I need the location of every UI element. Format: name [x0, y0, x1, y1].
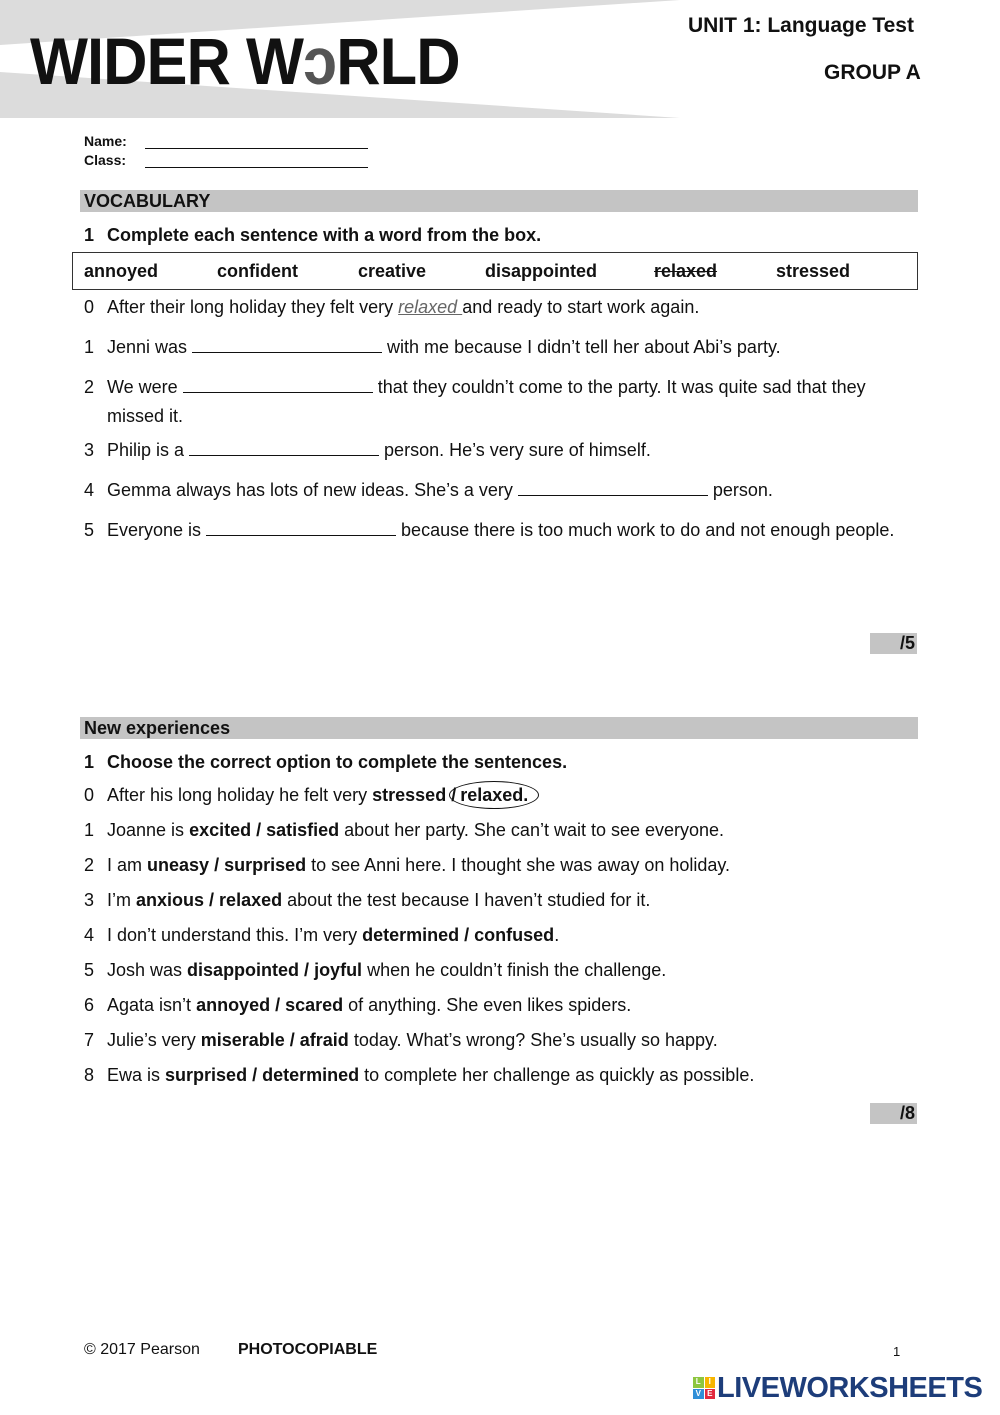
- item-number: 6: [84, 995, 95, 1015]
- item-number: 4: [84, 480, 95, 500]
- item-number: 3: [84, 440, 95, 460]
- option-1[interactable]: surprised: [165, 1065, 248, 1085]
- word-box: [72, 252, 918, 290]
- vocab-item: [84, 476, 914, 505]
- choice-item: 5 Josh was disappointed / joyful when he couldn’t finish the challenge.: [84, 956, 914, 985]
- vocab-item: [84, 516, 914, 545]
- option-2[interactable]: surprised: [224, 855, 307, 875]
- item-text: We were: [107, 377, 183, 397]
- item-text: and ready to start work again.: [462, 297, 700, 317]
- class-label: Class:: [84, 152, 127, 168]
- choice-item: 7 Julie’s very miserable / afraid today. What’s wrong? She’s usually so happy.: [84, 1026, 914, 1055]
- word-annoyed: annoyed: [84, 261, 159, 281]
- item-number: 0: [84, 785, 95, 805]
- item-number: 4: [84, 925, 95, 945]
- item-number: 1: [84, 820, 95, 840]
- option-2[interactable]: joyful: [314, 960, 363, 980]
- item-text: Everyone is: [107, 520, 207, 540]
- option-1[interactable]: excited: [189, 820, 252, 840]
- answer-blank[interactable]: [518, 481, 708, 496]
- item-text: when he couldn’t finish the challenge.: [362, 960, 667, 980]
- copyright: © 2017 Pearson: [84, 1341, 200, 1358]
- vocab-item: [84, 436, 914, 465]
- word-stressed: stressed: [776, 261, 851, 281]
- option-2[interactable]: satisfied: [266, 820, 340, 840]
- item-text: Jenni was: [107, 337, 193, 357]
- option-2[interactable]: relaxed: [219, 890, 283, 910]
- item-number: 3: [84, 890, 95, 910]
- choice-item: 0 After his long holiday he felt very stressed / relaxed.: [84, 781, 914, 810]
- item-text: After his long holiday he felt very: [107, 785, 373, 805]
- instruction-text: Complete each sentence with a word from the box.: [107, 225, 542, 245]
- item-number: 5: [84, 520, 95, 540]
- word-relaxed: relaxed: [654, 261, 718, 281]
- option-1[interactable]: disappointed: [187, 960, 300, 980]
- option-1[interactable]: uneasy: [147, 855, 210, 875]
- vocab-example: [84, 293, 914, 322]
- page-number: 1: [893, 1344, 901, 1359]
- option-1[interactable]: miserable: [200, 1030, 285, 1050]
- choice-item: 6 Agata isn’t annoyed / scared of anything. She even likes spiders.: [84, 991, 914, 1020]
- instruction-number: 1: [84, 752, 95, 772]
- item-number: 5: [84, 960, 95, 980]
- experiences-instruction: [84, 748, 914, 777]
- item-text: Agata isn’t: [107, 995, 197, 1015]
- item-number: 0: [84, 297, 95, 317]
- item-text: of anything. She even likes spiders.: [343, 995, 632, 1015]
- choice-item: 3 I’m anxious / relaxed about the test because I haven’t studied for it.: [84, 886, 914, 915]
- item-text: person. He’s very sure of himself.: [379, 440, 651, 460]
- item-text: I’m: [107, 890, 136, 910]
- new-experiences-heading: New experiences: [80, 717, 918, 739]
- option-2[interactable]: determined: [262, 1065, 360, 1085]
- option-1[interactable]: anxious: [136, 890, 205, 910]
- vocab-item: [84, 333, 914, 362]
- unit-title: UNIT 1: Language Test: [688, 14, 914, 37]
- item-text: today. What’s wrong? She’s usually so happy.: [348, 1030, 718, 1050]
- logo: WIDER WↄRLD: [30, 24, 460, 98]
- option-1[interactable]: stressed: [372, 785, 447, 805]
- item-text: because there is too much work to do and not enough people.: [396, 520, 895, 540]
- choice-item: 4 I don’t understand this. I’m very determined / confused.: [84, 921, 914, 950]
- vocab-instruction: [84, 221, 914, 250]
- answer-blank[interactable]: [192, 338, 382, 353]
- vocab-score: /5: [870, 633, 917, 654]
- item-text: with me because I didn’t tell her about Abi’s party.: [382, 337, 781, 357]
- word-disappointed: disappointed: [485, 261, 597, 281]
- choice-item: 8 Ewa is surprised / determined to complete her challenge as quickly as possible.: [84, 1061, 914, 1090]
- word-confident: confident: [217, 261, 298, 281]
- item-text: .: [554, 925, 560, 945]
- name-field[interactable]: [145, 148, 368, 149]
- choice-item: 1 Joanne is excited / satisfied about her party. She can’t wait to see everyone.: [84, 816, 914, 845]
- item-text: about her party. She can’t wait to see everyone.: [339, 820, 725, 840]
- option-1[interactable]: determined: [362, 925, 460, 945]
- option-2[interactable]: afraid: [299, 1030, 349, 1050]
- item-text: to complete her challenge as quickly as possible.: [359, 1065, 755, 1085]
- class-field[interactable]: [145, 167, 368, 168]
- item-text: about the test because I haven’t studied for it.: [282, 890, 651, 910]
- item-text: Josh was: [107, 960, 188, 980]
- item-number: 2: [84, 377, 95, 397]
- option-2[interactable]: relaxed.: [449, 781, 539, 809]
- experiences-score: /8: [870, 1103, 917, 1124]
- item-text: Philip is a: [107, 440, 190, 460]
- answer-blank[interactable]: [183, 378, 373, 393]
- word-creative: creative: [358, 261, 427, 281]
- liveworksheets-logo: LIVEWORKSHEETS: [717, 1372, 983, 1404]
- group-label: GROUP A: [824, 61, 921, 84]
- item-text: I am: [107, 855, 148, 875]
- instruction-text: Choose the correct option to complete the sentences.: [107, 752, 568, 772]
- photocopiable-label: PHOTOCOPIABLE: [238, 1341, 378, 1358]
- item-text: Julie’s very: [107, 1030, 201, 1050]
- vocab-item: [84, 373, 914, 431]
- item-number: 8: [84, 1065, 95, 1085]
- item-text: I don’t understand this. I’m very: [107, 925, 363, 945]
- item-text: to see Anni here. I thought she was away on holiday.: [306, 855, 731, 875]
- option-2[interactable]: scared: [285, 995, 344, 1015]
- item-text: that they couldn’t come to the party. It was quite sad that they missed it.: [107, 377, 866, 426]
- answer-blank[interactable]: [189, 441, 379, 456]
- name-label: Name:: [84, 133, 127, 149]
- item-text: Gemma always has lots of new ideas. She’s a very: [107, 480, 518, 500]
- option-1[interactable]: annoyed: [196, 995, 271, 1015]
- item-number: 7: [84, 1030, 95, 1050]
- item-text: After their long holiday they felt very: [107, 297, 399, 317]
- answer-blank[interactable]: [206, 521, 396, 536]
- liveworksheets-badge-icon: L I V E: [693, 1377, 715, 1399]
- vocabulary-heading: VOCABULARY: [80, 190, 918, 212]
- item-text: Ewa is: [107, 1065, 166, 1085]
- item-text: Joanne is: [107, 820, 190, 840]
- example-answer: relaxed: [398, 297, 463, 317]
- choice-item: 2 I am uneasy / surprised to see Anni here. I thought she was away on holiday.: [84, 851, 914, 880]
- item-number: 2: [84, 855, 95, 875]
- item-text: person.: [707, 480, 773, 500]
- item-number: 1: [84, 337, 95, 357]
- instruction-number: 1: [84, 225, 95, 245]
- option-2[interactable]: confused: [474, 925, 555, 945]
